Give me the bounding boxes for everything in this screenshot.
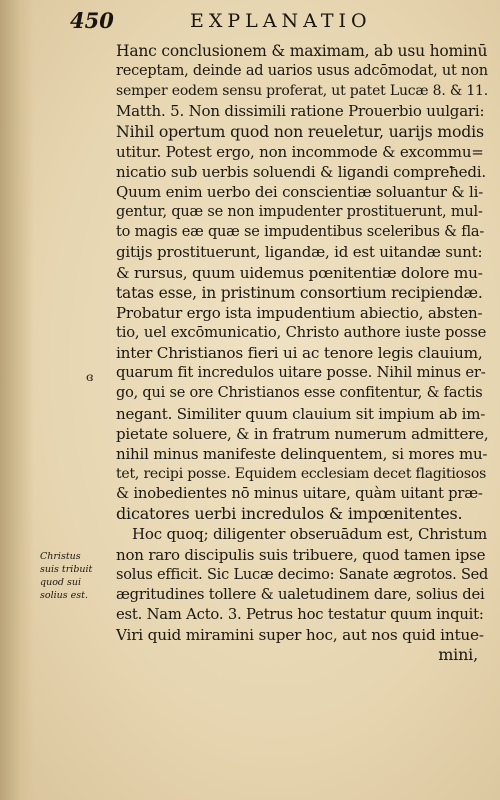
text-line: gitijs prostituerunt, ligandæ, id est uitandæ sunt: <box>116 243 483 262</box>
margin-note-line: solius est. <box>40 590 89 601</box>
text-line: utitur. Potest ergo, non incommode & excommu= <box>116 142 484 161</box>
text-line: semper eodem sensu proferat, ut patet Lucæ 8. & 11. <box>116 83 489 100</box>
text-line: Hoc quoq; diligenter obseruādum est, Christum <box>132 525 488 544</box>
text-line: tet, recipi posse. Equidem ecclesiam decet flagitiosos <box>116 465 487 482</box>
text-line: tio, uel excōmunicatio, Christo authore iuste posse <box>116 323 487 341</box>
text-line: inter Christianos fieri ui ac tenore legis clauium, <box>116 344 483 363</box>
text-line: gentur, quæ se non impudenter prostituerunt, mul- <box>116 204 483 221</box>
margin-note-line: suis tribuit <box>40 564 93 575</box>
text-line: & inobedientes nō minus uitare, quàm uitant præ- <box>116 485 483 503</box>
text-body <box>116 41 488 665</box>
handwritten-mark: ɞ <box>86 370 94 384</box>
text-line: receptam, deinde ad uarios usus adcōmodat, ut non <box>116 63 488 80</box>
text-line: quarum fit incredulos uitare posse. Nihil minus er- <box>116 364 486 382</box>
text-line: nicatio sub uerbis soluendi & ligandi compreħedi. <box>116 162 486 181</box>
margin-note-line: Christus <box>40 551 81 562</box>
text-line: dicatores uerbi incredulos & impœnitentes. <box>116 504 463 524</box>
text-line: Matth. 5. Non dissimili ratione Prouerbio uulgari: <box>116 102 485 121</box>
text-line: ægritudines tollere & ualetudinem dare, solius dei <box>116 585 485 603</box>
text-line: Hanc conclusionem & maximam, ab usu hominū <box>116 42 488 60</box>
running-title: EXPLANATIO <box>190 10 372 32</box>
text-line: est. Nam Acto. 3. Petrus hoc testatur quum inquit: <box>116 605 484 623</box>
text-line: & rursus, quum uidemus pœnitentiæ dolore mu- <box>116 263 483 282</box>
text-line: to magis eæ quæ se impudentibus sceleribus & fla- <box>116 224 485 241</box>
text-line: pietate soluere, & in fratrum numerum admittere, <box>116 424 489 443</box>
text-line: Probatur ergo ista impudentium abiectio, absten- <box>116 303 483 322</box>
page-header <box>0 6 500 40</box>
margin-note <box>40 550 106 602</box>
text-line: Viri quid miramini super hoc, aut nos quid intue- <box>116 626 484 645</box>
text-line: negant. Similiter quum clauium sit impium ab im- <box>116 404 486 423</box>
text-line: non raro discipulis suis tribuere, quod tamen ipse <box>116 545 486 564</box>
margin-note-line: quod sui <box>40 577 82 588</box>
text-line: go, qui se ore Christianos esse confitentur, & factis <box>116 385 483 402</box>
text-line: Nihil opertum quod non reueletur, uarijs modis <box>116 121 484 141</box>
gutter-shadow <box>0 0 34 800</box>
text-line: tatas esse, in pristinum consortium recipiendæ. <box>116 283 483 302</box>
text-line: Quum enim uerbo dei conscientiæ soluantur & li- <box>116 182 484 201</box>
page-number: 450 <box>70 8 114 33</box>
text-line: nihil minus manifeste delinquentem, si mores mu- <box>116 444 488 463</box>
text-line: solus efficit. Sic Lucæ decimo: Sanate ægrotos. Sed <box>116 566 489 583</box>
text-line: mini, <box>438 645 478 665</box>
